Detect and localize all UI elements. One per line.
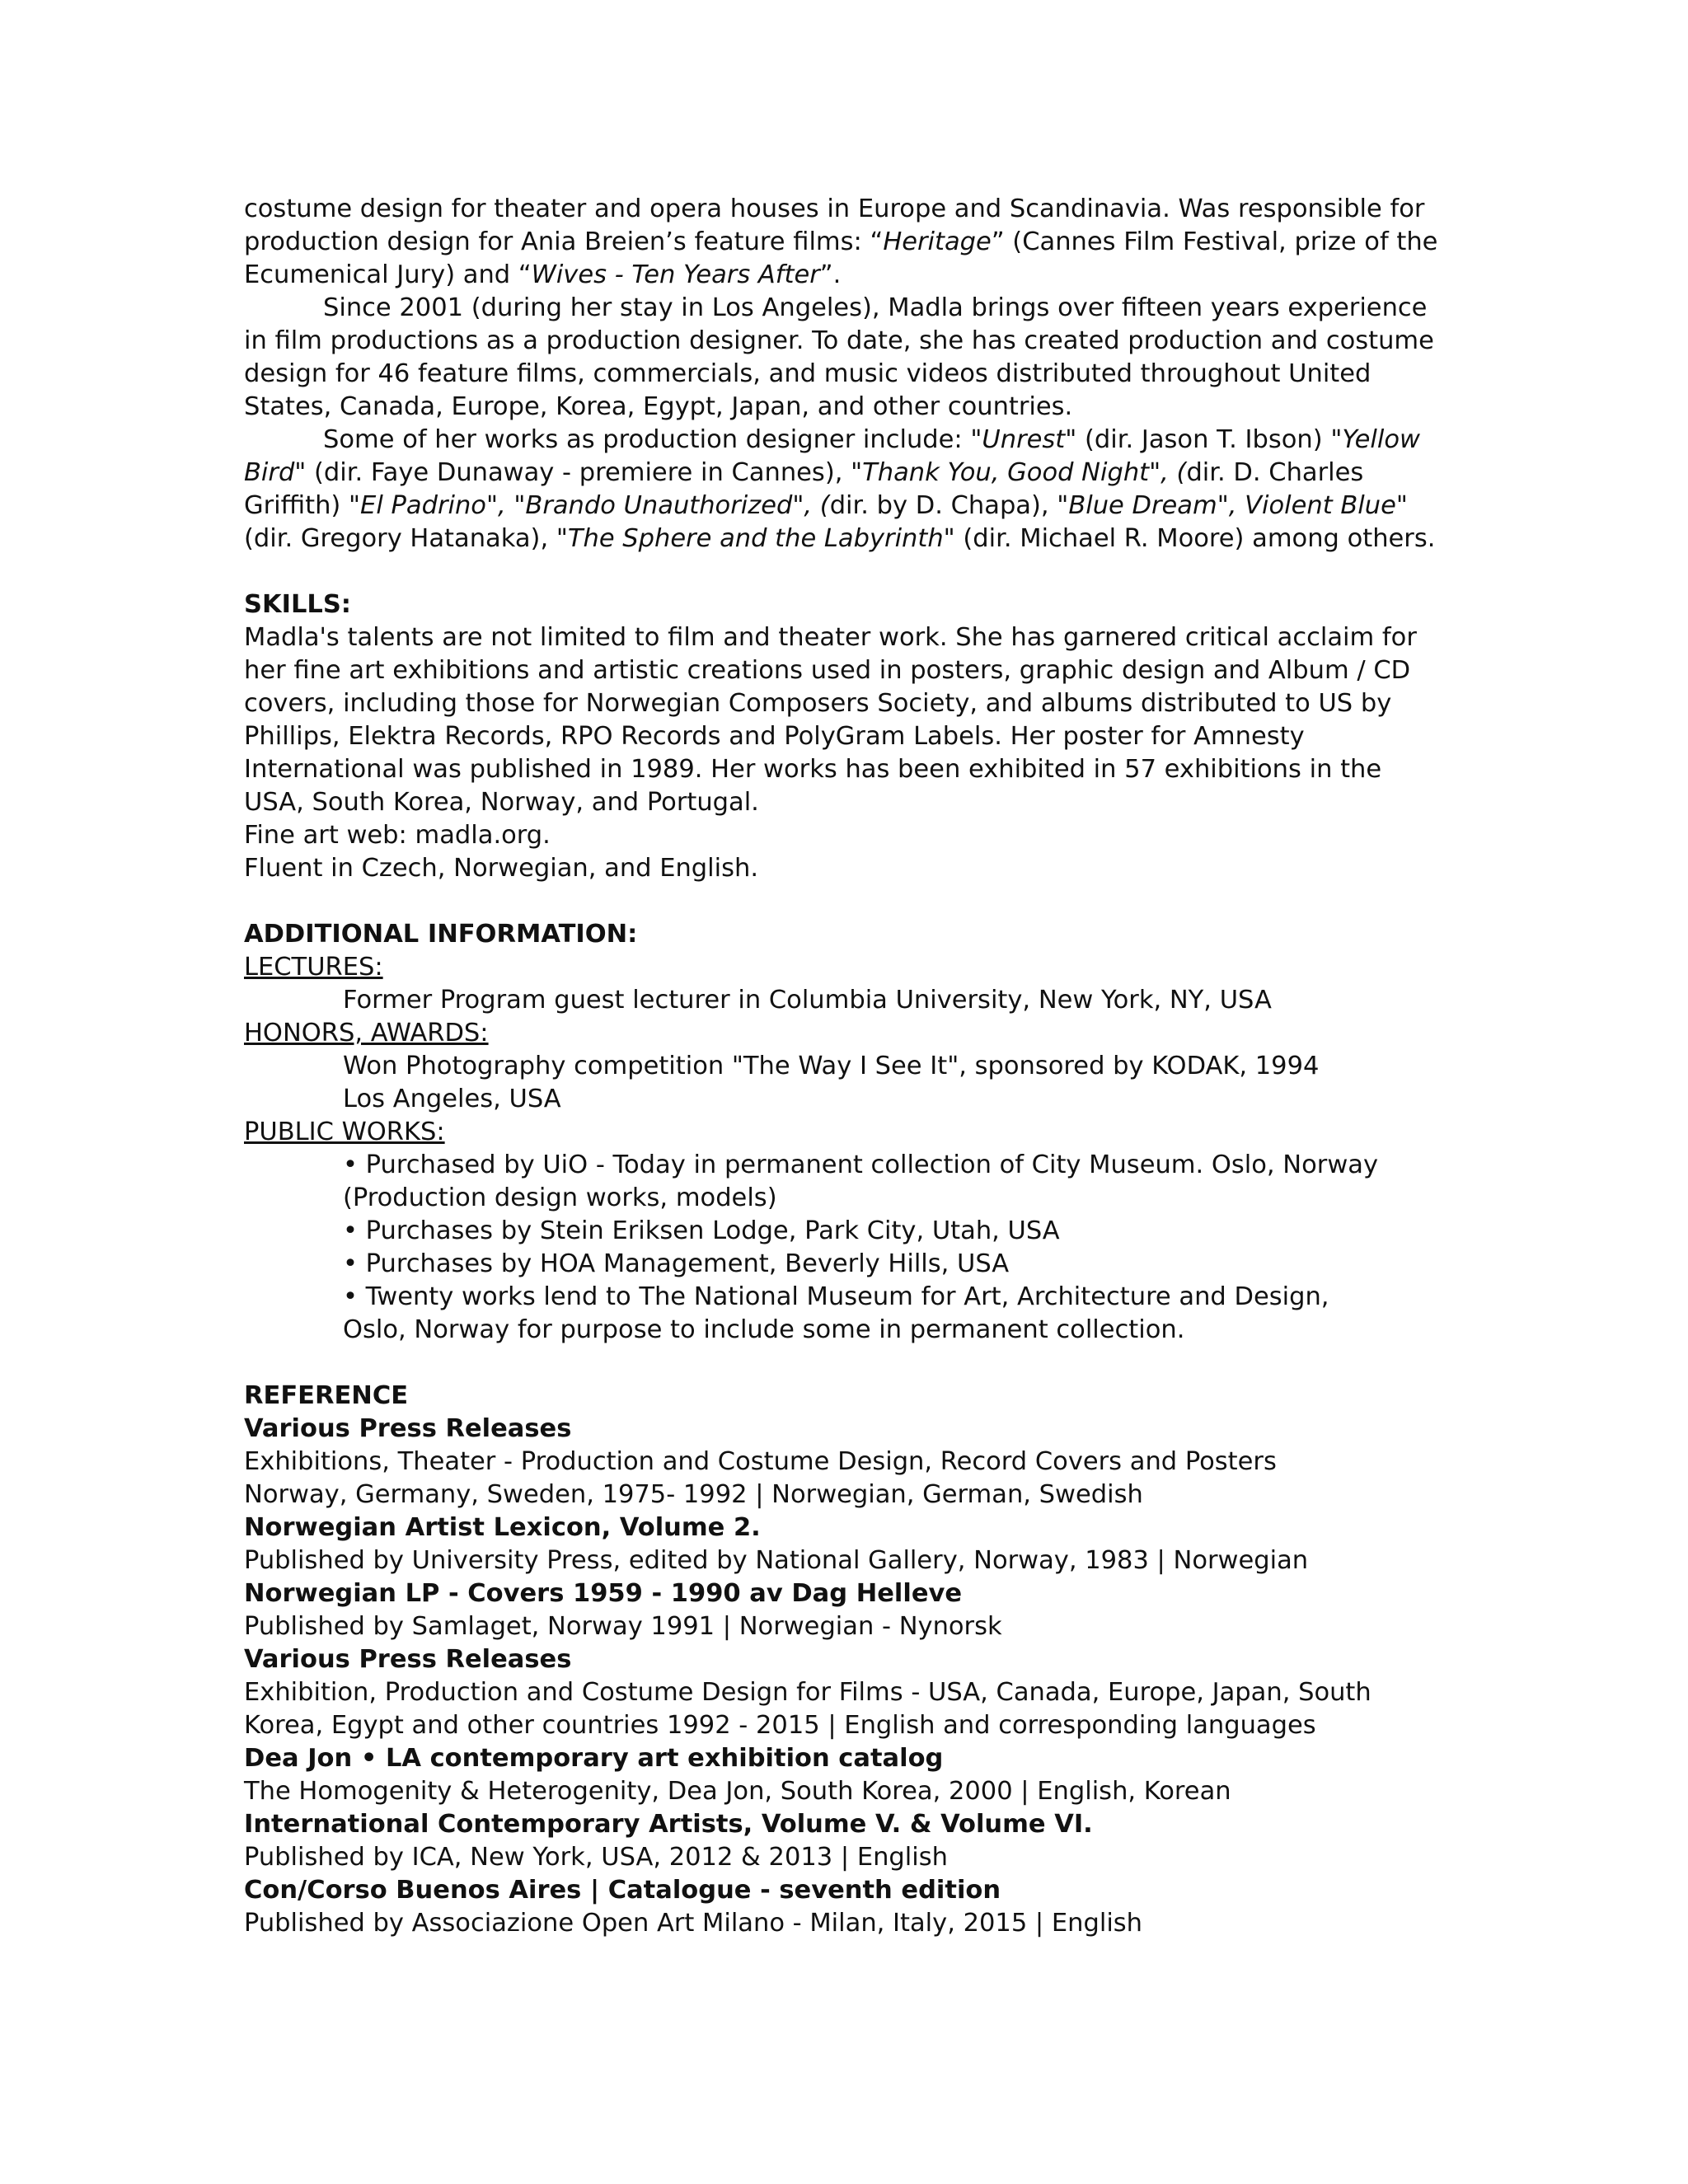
reference-title: Dea Jon • LA contemporary art exhibition catalog [244,1744,944,1773]
reference-title: Norwegian Artist Lexicon, Volume 2. [244,1513,761,1542]
text-run: Some of her works as production designer include: [323,425,971,454]
reference-detail: The Homogenity & Heterogenity, Dea Jon, South Korea, 2000 | English, Korean [244,1777,1231,1806]
reference-detail: Published by ICA, New York, USA, 2012 & 2013 | English [244,1843,948,1872]
honors-heading: HONORS, AWARDS: [244,1019,489,1047]
reference-title: Norwegian LP - Covers 1959 - 1990 av Dag Helleve [244,1579,963,1608]
italic-title: "El Padrino", "Brando Unauthorized", ( [349,491,830,520]
text-run: (dir. Michael R. Moore) among others. [954,524,1436,553]
text-run: ”. [819,260,842,289]
list-item: • Twenty works lend to The National Museum for Art, Architecture and Design, [343,1282,1329,1311]
list-item: Former Program guest lecturer in Columbia University, New York, NY, USA [343,986,1272,1015]
languages: Fluent in Czech, Norwegian, and English. [244,854,759,883]
text-run: dir. by D. Chapa), [829,491,1057,520]
text-run: (dir. Gregory Hatanaka), [244,524,556,553]
skills-text: Madla's talents are not limited to film and theater work. She has garnered critical acclaim for her fine art exhibitions and artistic creations used in posters, graphic design and Album / CD covers, including those for Norwegian Composers Society, and albums distributed to US by Phillips, Elektra Records, RPO Records and PolyGram Labels. Her poster for Amnesty International was published in 1989. Her works has been exhibited in 57 exhibitions in the USA, South Korea, Norway, and Portugal. [244,623,1417,817]
italic-title: Wives - Ten Years After [531,260,820,289]
reference-detail: Published by University Press, edited by National Gallery, Norway, 1983 | Norwegian [244,1546,1309,1575]
text-run: dir. D. Charles Griffith) [244,458,1364,520]
reference-detail: Exhibition, Production and Costume Design for Films - USA, Canada, Europe, Japan, South Korea, Egypt and other countries 1992 - 2015 | English and corresponding languages [244,1678,1372,1740]
italic-title: "Thank You, Good Night", ( [851,458,1187,487]
list-item: Oslo, Norway for purpose to include some in permanent collection. [343,1315,1185,1344]
reference-detail: Published by Associazione Open Art Milano - Milan, Italy, 2015 | English [244,1909,1143,1938]
public-works-heading: PUBLIC WORKS: [244,1118,445,1146]
bio-paragraph-1 [244,193,1447,292]
bio-paragraph-3 [244,424,1447,555]
fine-art-web: Fine art web: madla.org. [244,821,551,850]
italic-title: Heritage [883,227,992,256]
list-item: • Purchases by HOA Management, Beverly Hills, USA [343,1249,1010,1278]
bio-paragraph-2: Since 2001 (during her stay in Los Angeles), Madla brings over fifteen years experience in film productions as a production designer. To date, she has created production and costume design for 46 feature films, commercials, and music videos distributed throughout United States, Canada, Europe, Korea, Egypt, Japan, and other countries. [244,293,1434,421]
honors-list [244,1050,1447,1116]
italic-title: "Unrest" [970,425,1077,454]
reference-detail: Norway, Germany, Sweden, 1975- 1992 | Norwegian, German, Swedish [244,1480,1143,1509]
public-works-list [244,1149,1447,1347]
reference-detail: Exhibitions, Theater - Production and Costume Design, Record Covers and Posters [244,1447,1277,1476]
reference-title: International Contemporary Artists, Volume V. & Volume VI. [244,1810,1093,1839]
reference-title: Various Press Releases [244,1645,572,1674]
reference-detail: Published by Samlaget, Norway 1991 | Norwegian - Nynorsk [244,1612,1002,1641]
italic-title: "The Sphere and the Labyrinth" [556,524,955,553]
skills-heading: SKILLS: [244,590,351,619]
reference-title: Various Press Releases [244,1414,572,1443]
text-run: (dir. Jason T. Ibson) [1076,425,1331,454]
text-run: costume design for theater and opera houses in Europe and Scandinavia. Was responsible for production design for Ania Breien’s feature films: “ [244,194,1425,256]
lectures-heading: LECTURES: [244,953,383,982]
list-item: • Purchases by Stein Eriksen Lodge, Park City, Utah, USA [343,1216,1060,1245]
additional-heading: ADDITIONAL INFORMATION: [244,920,638,949]
list-item: Won Photography competition "The Way I See It", sponsored by KODAK, 1994 [343,1052,1320,1080]
italic-title: "Blue Dream", Violent Blue" [1057,491,1408,520]
text-run: ” (Cannes Film Festival, prize of the Ecumenical Jury) and “ [244,227,1438,289]
italic-title: "Yellow Bird" [244,425,1420,487]
list-item: • Purchased by UiO - Today in permanent collection of City Museum. Oslo, Norway [343,1151,1379,1179]
text-run: (dir. Faye Dunaway - premiere in Cannes), [306,458,851,487]
reference-heading: REFERENCE [244,1381,409,1410]
reference-title: Con/Corso Buenos Aires | Catalogue - seventh edition [244,1876,1001,1905]
reference-list [244,1413,1447,1940]
lectures-list [244,984,1447,1017]
list-item: Los Angeles, USA [343,1085,561,1113]
resume-page [244,193,1447,1940]
list-item: (Production design works, models) [343,1183,777,1212]
